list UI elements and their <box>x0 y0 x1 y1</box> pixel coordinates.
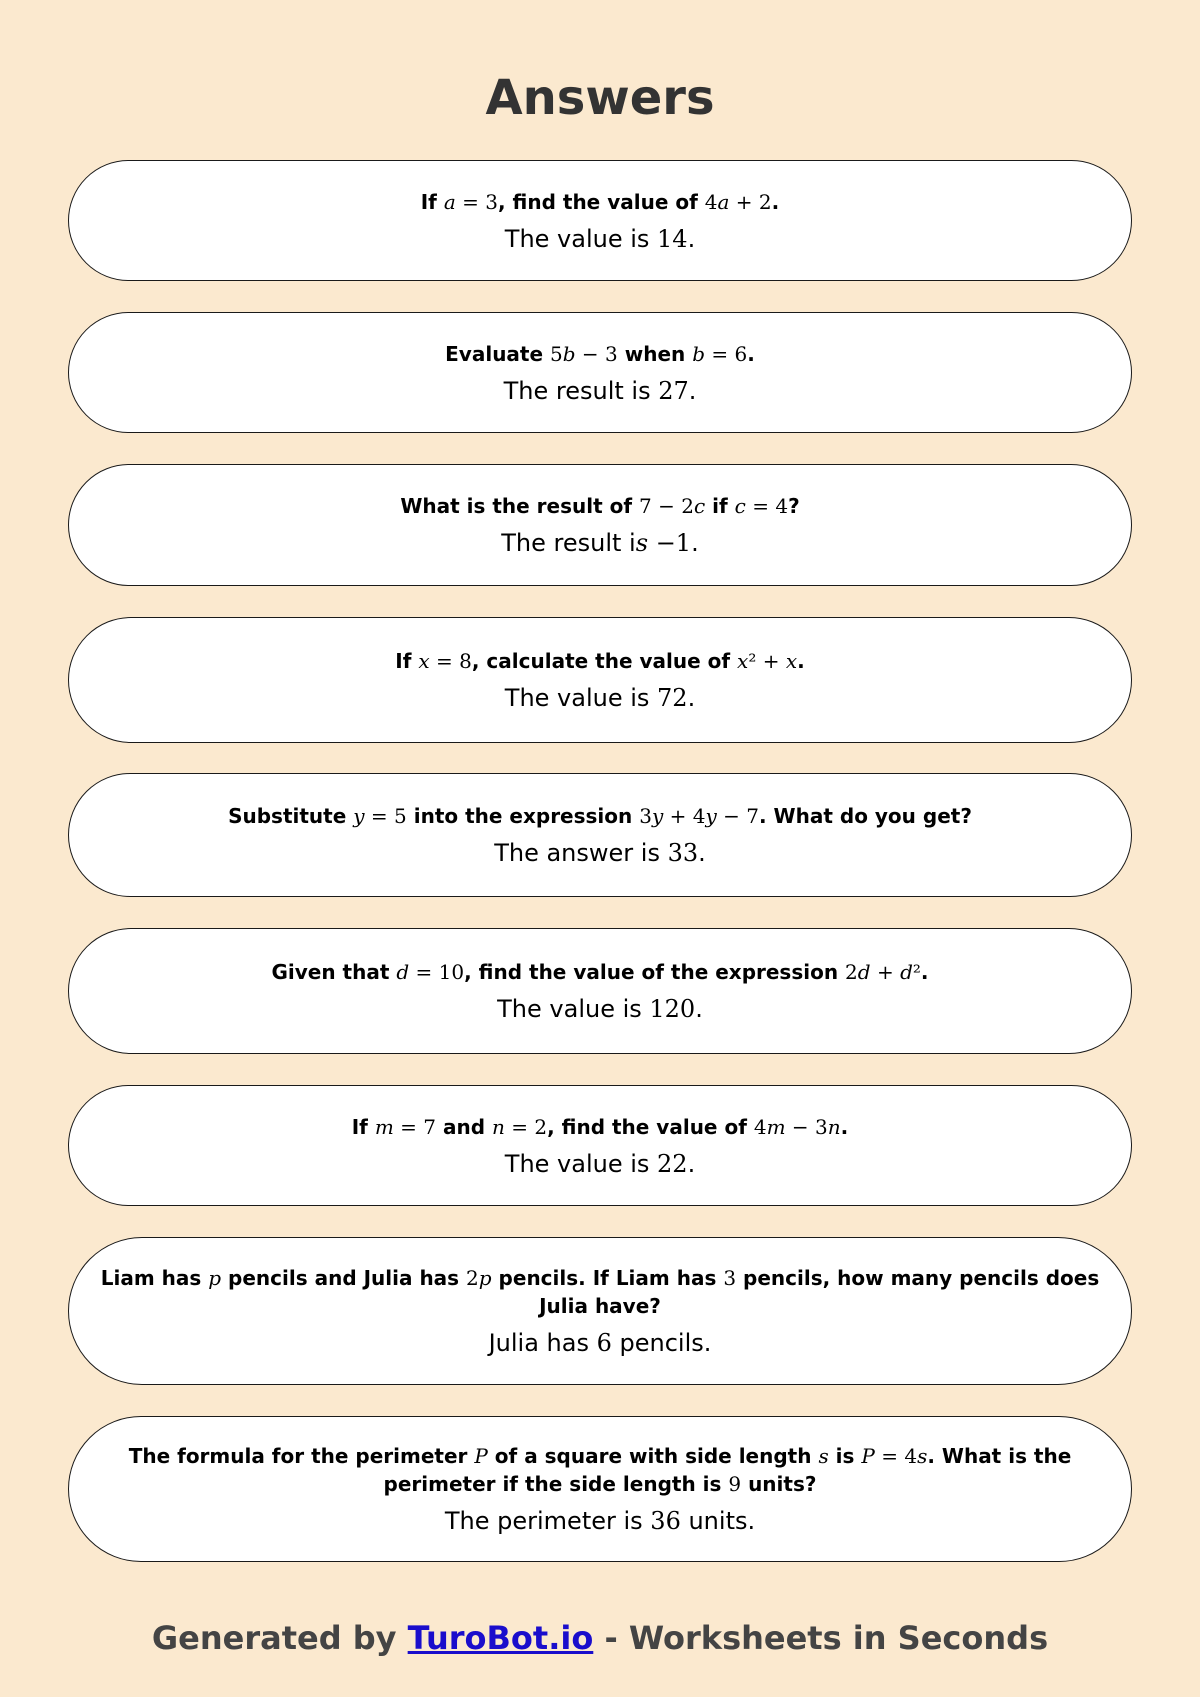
question-text: Substitute y = 5 into the expression 3y + 4y − 7. What do you get? <box>228 804 972 828</box>
answer-text: The answer is 33. <box>494 839 706 867</box>
turobot-link[interactable]: TuroBot.io <box>407 1619 594 1657</box>
footer <box>0 1616 1200 1660</box>
question-text: What is the result of 7 − 2c if c = 4? <box>400 494 800 518</box>
question-text: The formula for the perimeter P of a square with side length s is P = 4s. What is the perimeter if the side length is 9 units? <box>128 1444 1072 1496</box>
answer-card <box>68 617 1132 743</box>
answer-card <box>68 928 1132 1054</box>
footer-prefix: Generated by <box>151 1619 408 1657</box>
answer-text: The result is −1. <box>501 529 699 557</box>
page-title: Answers <box>485 70 715 126</box>
question-text: If a = 3, find the value of 4a + 2. <box>420 189 780 214</box>
answer-text: Julia has 6 pencils. <box>488 1329 712 1357</box>
answer-text: The perimeter is 36 units. <box>444 1507 756 1535</box>
question-text: If m = 7 and n = 2, find the value of 4m − 3n. <box>351 1114 849 1139</box>
answer-card <box>68 464 1132 586</box>
answer-card <box>68 1237 1132 1385</box>
answer-text: The value is 22. <box>504 1149 696 1178</box>
question-text: Evaluate 5b − 3 when b = 6. <box>445 341 755 366</box>
answer-card <box>68 773 1132 897</box>
question-text: Liam has p pencils and Julia has 2p pencils. If Liam has 3 pencils, how many pencils does Julia have? <box>100 1266 1100 1318</box>
answer-card <box>68 1416 1132 1562</box>
answer-card <box>68 160 1132 281</box>
answer-card <box>68 1085 1132 1206</box>
answer-text: The value is 120. <box>497 995 703 1023</box>
question-text: Given that d = 10, find the value of the expression 2d + d². <box>271 960 929 984</box>
footer-suffix: - Worksheets in Seconds <box>593 1619 1049 1657</box>
answer-text: The value is 72. <box>504 684 696 712</box>
answer-text: The result is 27. <box>503 376 697 405</box>
question-text: If x = 8, calculate the value of x² + x. <box>395 649 805 673</box>
answer-card <box>68 312 1132 433</box>
answer-text: The value is 14. <box>504 224 696 253</box>
